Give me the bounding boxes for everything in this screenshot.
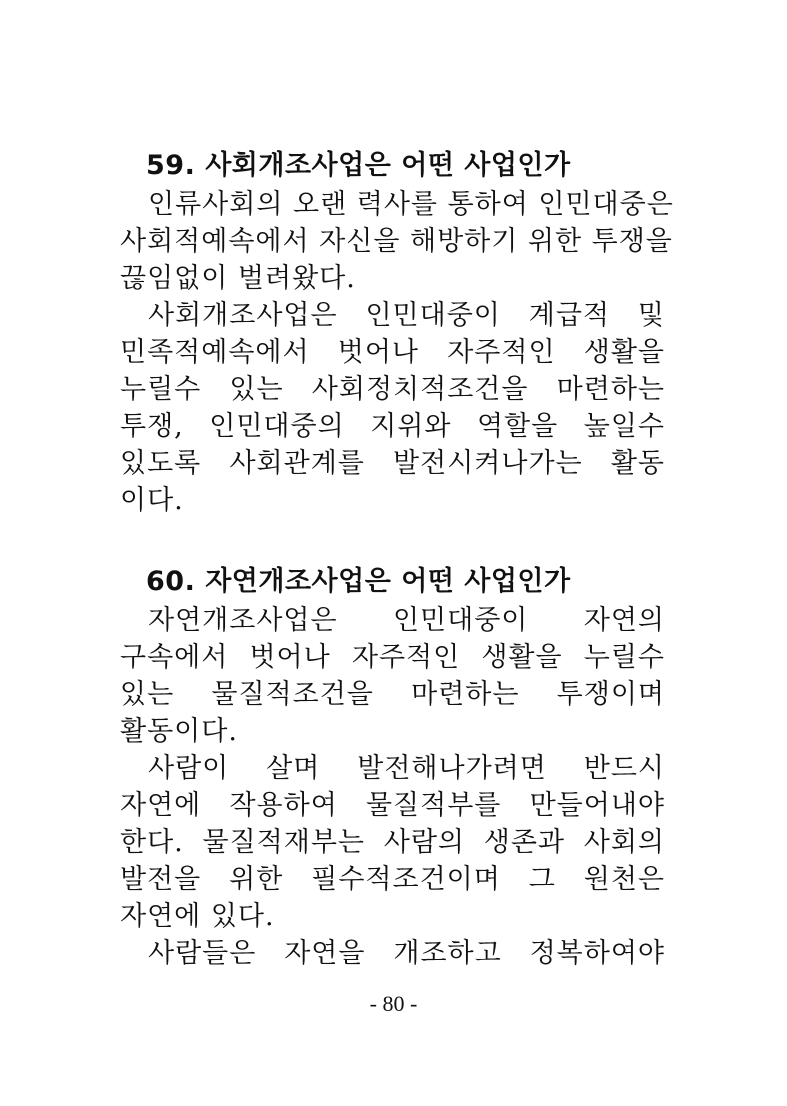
text-line: 발전을 위한 필수적조건이며 그 원천은 [120, 864, 665, 895]
text-line: 민족적예속에서 벗어나 자주적인 생활을 [120, 337, 665, 368]
text-line: 활동이다. [120, 716, 238, 747]
text-line: 구속에서 벗어나 자주적인 생활을 누릴수 [120, 642, 665, 673]
text-line: 누릴수 있는 사회정치적조건을 마련하는 [120, 374, 665, 405]
paragraph [120, 750, 665, 935]
page-number: - 80 - [369, 991, 418, 1016]
text-line: 자연개조사업은 인민대중이 자연의 [148, 605, 665, 636]
text-line: 있도록 사회관계를 발전시켜나가는 활동 [120, 448, 665, 479]
text-line: 사회개조사업은 인민대중이 계급적 및 [148, 300, 665, 331]
paragraph [120, 602, 665, 750]
text-line: 인류사회의 오랜 력사를 통하여 인민대중은 [148, 189, 674, 220]
text-line: 투쟁, 인민대중의 지위와 역할을 높일수 [120, 411, 665, 442]
text-line: 한다. 물질적재부는 사람의 생존과 사회의 [120, 827, 665, 858]
text-line: 자연에 작용하여 물질적부를 만들어내야 [120, 790, 665, 821]
text-line: 이다. [120, 485, 184, 516]
section-heading: 59. 사회개조사업은 어떤 사업인가 [146, 150, 571, 181]
paragraph [120, 935, 665, 972]
text-line: 끊임없이 벌려왔다. [120, 263, 356, 294]
text-line: 사회적예속에서 자신을 해방하기 위한 투쟁을 [120, 226, 673, 257]
section-60 [120, 562, 665, 972]
section-59 [120, 146, 674, 519]
paragraph [120, 186, 674, 297]
paragraph [120, 297, 665, 519]
text-line: 사람들은 자연을 개조하고 정복하여야 [148, 938, 665, 969]
text-line: 자연에 있다. [120, 901, 275, 932]
text-line: 있는 물질적조건을 마련하는 투쟁이며 [120, 679, 665, 710]
text-line: 사람이 살며 발전해나가려면 반드시 [148, 753, 665, 784]
section-heading: 60. 자연개조사업은 어떤 사업인가 [146, 566, 571, 597]
